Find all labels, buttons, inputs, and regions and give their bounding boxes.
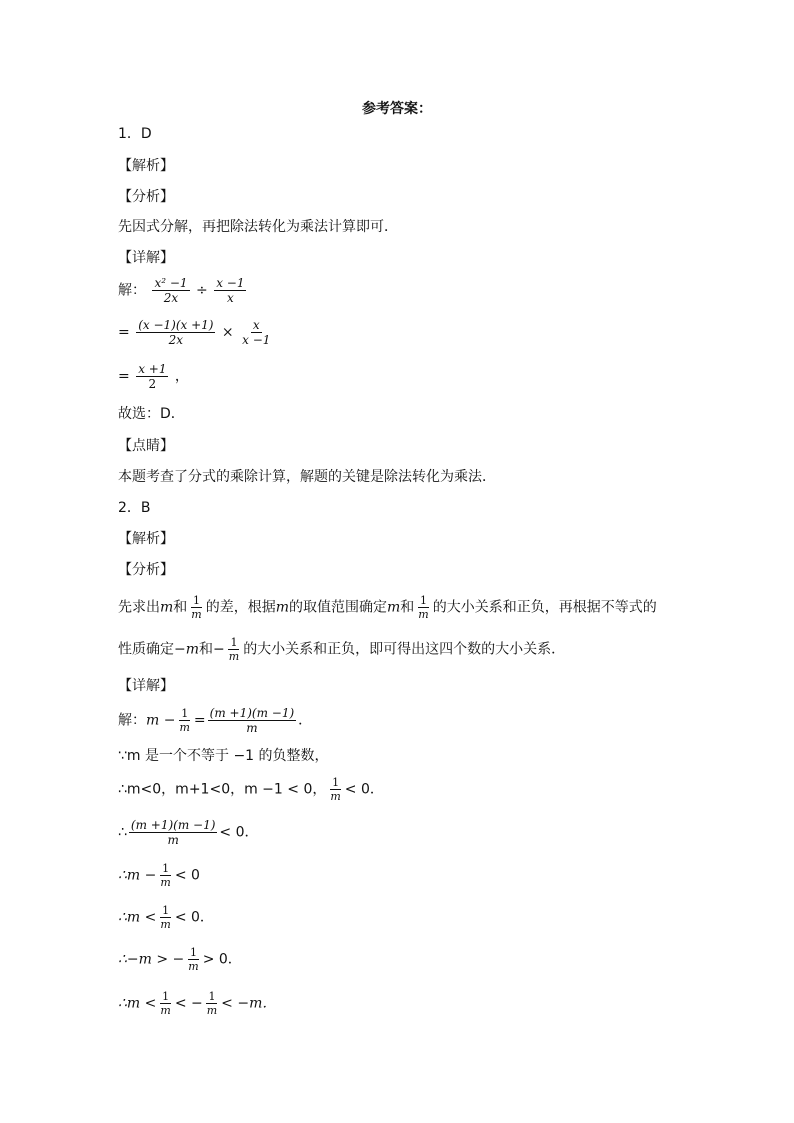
q2-d8-a: ∴m < (118, 995, 157, 1012)
q2-d1-den: m (246, 721, 258, 735)
q2-d8-b: < − (174, 995, 203, 1012)
q2-d4-a: ∴ (118, 824, 127, 841)
q2-d8-fraction-b (205, 990, 219, 1017)
q2-fenxi-line2 (118, 636, 565, 663)
q2-fenxi-frac-c-num: 1 (230, 636, 238, 649)
q1-heading-jiexi: 【解析】 (118, 158, 174, 174)
q1-step3-den: 2 (148, 377, 157, 391)
q2-d8-fraction-a (158, 990, 172, 1017)
q2-detail-1 (118, 706, 312, 735)
q1-heading-xiangjie: 【详解】 (118, 250, 174, 266)
q2-d7-frac-den: m (188, 960, 199, 973)
q2-d7-fraction (186, 946, 200, 973)
q2-d1-eq: = (193, 712, 206, 729)
q2-d5-frac-den: m (160, 876, 171, 889)
q1-step1 (118, 276, 248, 305)
q2-d3-b: < 0． (344, 781, 384, 798)
q2-fenxi-line2-a: 性质确定 (118, 641, 174, 658)
q2-fenxi-part4: 的取值范围确定 (289, 599, 387, 616)
q2-d1-frac-a-den: m (179, 721, 190, 734)
q2-d8-frac-b-num: 1 (208, 990, 216, 1003)
q2-d4-b: < 0． (219, 824, 259, 841)
q2-d1-suffix: ． (298, 712, 313, 729)
q1-step1-num-b: x −1 (216, 276, 245, 290)
q1-dianjing-text: 本题考查了分式的乘除计算，解题的关键是除法转化为乘法． (118, 469, 496, 485)
q1-step3 (118, 362, 189, 391)
q2-d5-b: < 0 (174, 867, 200, 884)
q1-conclusion: 故选：D． (118, 406, 185, 422)
q2-fenxi-line2-c: 的大小关系和正负，即可得出这四个数的大小关系． (243, 641, 566, 658)
q1-step1-fraction-b (214, 276, 246, 305)
q1-step2-fraction-b (240, 318, 272, 347)
q2-d1-prefix: 解： (118, 712, 146, 729)
q2-detail-7 (118, 946, 242, 973)
q2-detail-5 (118, 862, 200, 889)
q2-d4-fraction (129, 818, 218, 847)
page-title: 参考答案： (362, 101, 432, 117)
q2-d7-frac-num: 1 (190, 946, 197, 959)
q1-heading-dianjing: 【点睛】 (118, 438, 174, 454)
q1-step1-operator: ÷ (196, 282, 208, 299)
q2-fenxi-part1: 先求出 (118, 599, 160, 616)
q1-step2-den-b: x −1 (242, 333, 271, 347)
q2-d1-fraction-b (208, 706, 297, 735)
q2-d7-a: ∴−m > − (118, 951, 185, 968)
q2-d8-frac-b-den: m (206, 1004, 218, 1017)
q2-detail-6 (118, 904, 214, 931)
q2-fenxi-m-b: m (275, 599, 289, 616)
q1-step3-num: x +1 (138, 362, 167, 376)
q2-fenxi-fraction-a (189, 594, 203, 621)
q1-heading-fenxi: 【分析】 (118, 189, 174, 205)
q2-d6-a: ∴m < (118, 909, 157, 926)
q1-step1-fraction-a (152, 276, 189, 305)
q2-fenxi-neg-m: −m (174, 641, 200, 658)
q2-d3-frac-den: m (330, 790, 341, 803)
q2-d3-fraction (328, 776, 342, 803)
q1-answer: 1．D (118, 126, 152, 142)
q2-detail-8 (118, 990, 276, 1017)
q2-d1-frac-a-num: 1 (181, 707, 189, 720)
q2-d3-a: ∴m<0，m+1<0，m −1 < 0， (118, 781, 327, 798)
q2-fenxi-frac-a-num: 1 (193, 594, 200, 607)
q2-d1-lhs: m − (146, 712, 176, 729)
q2-fenxi-part6: 的大小关系和正负，再根据不等式的 (432, 599, 657, 616)
q2-fenxi-frac-b-num: 1 (420, 594, 427, 607)
q1-step3-fraction (136, 362, 168, 391)
q1-step1-den-b: x (226, 291, 234, 305)
q1-fenxi-text: 先因式分解，再把除法转化为乘法计算即可． (118, 219, 398, 235)
q2-heading-jiexi: 【解析】 (118, 531, 174, 547)
q2-fenxi-frac-c-den: m (228, 650, 240, 663)
q2-fenxi-line2-b: 和− (199, 641, 225, 658)
q2-d6-b: < 0． (174, 909, 214, 926)
q2-d1-num: (m +1)(m −1) (209, 706, 295, 720)
q2-d5-fraction (158, 862, 172, 889)
q2-d8-c: < −m． (221, 995, 277, 1012)
q2-d6-fraction (158, 904, 172, 931)
q2-d6-frac-num: 1 (162, 904, 170, 917)
q1-step1-num-a: x² −1 (154, 276, 188, 290)
q2-fenxi-m-a: m (160, 599, 174, 616)
q1-step1-prefix: 解： (118, 282, 146, 299)
q1-step3-prefix: = (118, 368, 130, 385)
q1-step2-num-b: x (252, 318, 260, 332)
q1-step2-den-a: 2x (168, 333, 184, 347)
q1-step3-suffix: ， (174, 368, 189, 385)
q1-step2-num-a: (x −1)(x +1) (138, 318, 214, 332)
q2-heading-xiangjie: 【详解】 (118, 678, 174, 694)
q2-detail-2: ∵m 是一个不等于 −1 的负整数， (118, 748, 329, 764)
q2-heading-fenxi: 【分析】 (118, 562, 174, 578)
q2-fenxi-part5: 和 (400, 599, 415, 616)
q2-d7-b: > 0． (202, 951, 242, 968)
q2-fenxi-m-c: m (387, 599, 401, 616)
q2-fenxi-frac-a-den: m (191, 608, 202, 621)
q2-detail-3 (118, 776, 384, 803)
q2-d5-frac-num: 1 (162, 862, 170, 875)
q1-step2 (118, 318, 274, 347)
q2-d3-frac-num: 1 (332, 776, 340, 789)
q2-fenxi-part2: 和 (173, 599, 188, 616)
q2-answer: 2．B (118, 500, 151, 516)
q1-step2-operator: × (221, 324, 234, 341)
q2-d4-num: (m +1)(m −1) (130, 818, 216, 832)
q2-fenxi-fraction-b (416, 594, 430, 621)
q1-step2-prefix: = (118, 324, 130, 341)
q1-step1-den-a: 2x (163, 291, 179, 305)
q2-d8-frac-a-num: 1 (162, 990, 170, 1003)
q2-fenxi-part3: 的差，根据 (205, 599, 276, 616)
q2-fenxi-frac-b-den: m (418, 608, 429, 621)
q2-d8-frac-a-den: m (160, 1004, 171, 1017)
q2-fenxi-fraction-c (227, 636, 241, 663)
q2-d4-den: m (167, 833, 179, 847)
q1-step2-fraction-a (136, 318, 215, 347)
q2-detail-4 (118, 818, 259, 847)
q2-fenxi-line1 (118, 594, 657, 621)
q2-d1-fraction-a (177, 707, 191, 734)
q2-d5-a: ∴m − (118, 867, 157, 884)
q2-d6-frac-den: m (160, 918, 171, 931)
